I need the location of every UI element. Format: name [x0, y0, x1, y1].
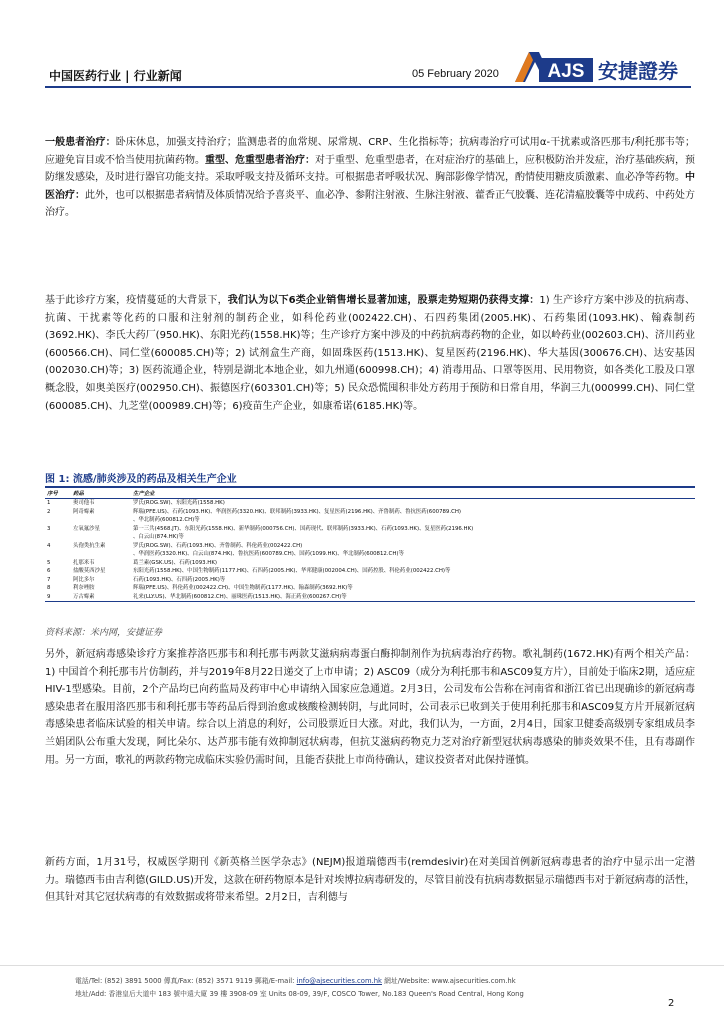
logo-mark-text: AJS — [547, 61, 585, 82]
table-row — [45, 516, 695, 525]
severe-patient-text: 对于重型、危重型患者，在对症治疗的基础上，应积极防治并发症，治疗基础疾病，预防继发感染，及时进行器官功能支持。采取呼吸支持及循环支持。可根据患者呼吸状况、胸部影像学情况，酌情使用糖皮质激素、血必净等药物。 — [45, 154, 695, 184]
cell-no: 5 — [47, 559, 51, 566]
cell-companies: 罗氏(ROG.SW)、东阳光药(1558.HK) — [133, 500, 225, 506]
table-row — [45, 550, 695, 559]
table-row — [45, 508, 695, 517]
cell-companies: 、白云山(874.HK)等 — [133, 534, 184, 540]
footer-phone-fax: 電話/Tel: (852) 3891 5000 傳真/Fax: (852) 3571 9119 郵箱/E-mail: — [75, 977, 297, 985]
col-header-no: 序号 — [45, 487, 71, 499]
ajs-logo-icon — [515, 52, 593, 82]
cell-no: 8 — [47, 585, 51, 591]
investment-highlight: 我们认为以下6类企业销售增长显著加速，股票走势短期仍获得支撑： — [227, 295, 540, 306]
table-row — [45, 533, 695, 542]
logo-chinese-name: 安捷證券 — [598, 59, 678, 83]
cell-no: 7 — [47, 576, 51, 583]
drug-company-table — [45, 486, 695, 602]
investment-details: 1) 生产诊疗方案中涉及的抗病毒、抗菌、干扰素等化药的口服和注射剂的制药企业，如科伦药业(002422.CH)、石四药集团(2005.HK)、石药集团(1093.HK)、翰森制药(3692.HK)、李氏大药厂(950.HK)、东阳光药(1558.HK)等；生产诊疗方案中涉及的中药抗病毒药物的企业，如以岭药业(002603.CH)、济川药业(600566.CH)、同仁堂(600085.CH)等；2) 试剂盒生产商，如固珠医药(1513.HK)、复星医药(2196.HK)、华大基因(300676.CH)、达安基因(002030.CH)等；3) 医药流通企业，特别是湖北本地企业，如九州通(600998.CH)；4) 消毒用品、口罩等医用、民用物资，如各类化工股及口罩概念股，如奥美医疗(002950.CH)、振德医疗(603301.CH)等；5) 民众恐慌囤积非处方药用于预防和日常自用，华润三九(000999.CH)、同仁堂(600085.CH)、九芝堂(000989.CH)等；6)疫苗生产企业，如康希诺(6185.HK)等。 — [45, 295, 695, 412]
treatment-paragraph — [45, 134, 695, 222]
cell-drug: 扎那米韦 — [73, 559, 95, 566]
cell-companies: 葛兰素(GSK.US)、石药(1093.HK) — [133, 559, 217, 566]
footer-email-link[interactable]: info@ajsecurities.com.hk — [296, 977, 382, 985]
tcm-text: 此外，也可以根据患者病情及体质情况给予喜炎平、血必净、参附注射液、生脉注射液、藿香正气胶囊、连花清瘟胶囊等中成药、中药处方治疗。 — [45, 189, 695, 219]
table-header-row — [45, 487, 695, 499]
tcm-heading: 中医治疗： — [45, 172, 695, 201]
cell-drug — [71, 533, 131, 542]
cell-drug: 阿比多尔 — [73, 576, 95, 583]
table-row — [45, 576, 695, 585]
severe-patient-heading: 重型、危重型患者治疗： — [205, 154, 315, 166]
table-row — [45, 525, 695, 534]
table-row — [45, 559, 695, 568]
general-patient-text: 卧床休息，加强支持治疗；监测患者的血常规、尿常规、CRP、生化指标等；抗病毒治疗可试用α-干扰素或洛匹那韦/利托那韦等；应避免盲目或不恰当使用抗菌药物。 — [45, 137, 695, 166]
footer-address-line: 地址/Add: 香港皇后大道中 183 號中遠大廈 39 樓 3908-09 室 Units 08-09, 39/F, COSCO Tower, No.183 Queen's Road Central, Hong Kong — [75, 990, 524, 998]
page-footer — [75, 975, 635, 1001]
col-header-drug: 药品 — [71, 487, 131, 499]
table-row — [45, 584, 695, 593]
cell-drug: 阿奇霉素 — [73, 508, 95, 515]
cell-drug: 奥司他韦 — [73, 500, 95, 506]
cell-no: 2 — [47, 508, 51, 515]
general-patient-heading: 一般患者治疗： — [45, 137, 116, 148]
cell-companies: 东阳光药(1558.HK)、中国生物制药(1177.HK)、石四药(2005.HK)、华邦健康(002004.CH)、国药控股、科伦药业(002422.CH)等 — [133, 568, 451, 574]
cell-no: 9 — [45, 593, 71, 602]
report-date: 05 February 2020 — [412, 68, 499, 80]
cell-no: 6 — [47, 568, 51, 574]
company-logo — [515, 52, 691, 84]
cell-no — [45, 516, 71, 525]
investment-intro: 基于此诊疗方案，疫情蔓延的大背景下， — [45, 295, 228, 306]
investment-view-paragraph — [45, 292, 695, 415]
table-row — [45, 593, 695, 602]
cell-companies: 辉瑞(PFE.US)、科伦药业(002422.CH)、中国生物制药(1177.HK)、翰森制药(3692.HK)等 — [133, 585, 353, 591]
footer-divider — [0, 965, 724, 966]
remdesivir-paragraph: 新药方面，1月31号，权威医学期刊《新英格兰医学杂志》(NEJM)报道瑞德西韦(remdesivir)在对美国首例新冠病毒患者的治疗中显示出一定潜力。瑞德西韦由吉利德(GILD.US)开发，这款在研药物原本是针对埃博拉病毒研发的，尽管目前没有抗病毒数据显示瑞德西韦对于新冠病毒的活性，但其针对其它冠状病毒的有效数据或将带来希望。2月2日，吉利德与 — [45, 857, 695, 904]
cell-drug: 左氧氟沙星 — [73, 525, 100, 532]
header-divider — [45, 86, 691, 88]
ascletis-paragraph: 另外，新冠病毒感染诊疗方案推荐洛匹那韦和利托那韦两款艾滋病病毒蛋白酶抑制剂作为抗病毒治疗药物。歌礼制药(1672.HK)有两个相关产品：1) 中国首个利托那韦片仿制药，并与2019年8月22日递交了上市申请；2) ASC09（成分为利托那韦和ASC09复方片），目前处于临床2期，适应症HIV-1型感染。目前，2个产品均已向药监局及药审中心申请纳入国家应急通道。2月3日，公司发布公告称在河南省和浙江省已出现确诊的新冠病毒感染患者在服用洛匹那韦和利托那韦等药品后得到治愈或核酸检测转阴，与此同时，公司表示已收到关于使用利托那韦和ASC09复方片开展新冠病毒感染患者临床试验的相关申请。综合以上消息的利好，公司股票近日大涨。对此，我们认为，一方面，2月4日，国家卫健委高级别专家组成员李兰娟团队公布重大发现，阿比朵尔、达芦那韦能有效抑制冠状病毒，但抗艾滋病药物克力芝对治疗新型冠状病毒感染的肺炎效果不佳，且有毒副作用。另一方面，歌礼的两款药物完成临床实验仍需时间，且能否获批上市尚待确认，建议投资者对此保持谨慎。 — [45, 649, 695, 766]
table-row — [45, 567, 695, 576]
figure-source: 资料来源：米内网，安捷证券 — [45, 628, 163, 638]
cell-drug — [71, 516, 131, 525]
cell-companies: 石药(1093.HK)、石四药(2005.HK)等 — [133, 576, 226, 583]
cell-drug: 万古霉素 — [71, 593, 131, 602]
cell-drug: 头孢类抗生素 — [73, 542, 106, 549]
page-header — [45, 59, 691, 92]
cell-companies: 罗氏(ROG.SW)、石药(1093.HK)、齐鲁制药、科伦药业(002422.CH) — [133, 542, 303, 549]
table-row — [45, 499, 695, 508]
footer-website: 網址/Website: www.ajsecurities.com.hk — [381, 977, 516, 985]
cell-drug: 盐酸莫西沙星 — [73, 568, 106, 574]
cell-no: 1 — [47, 500, 51, 506]
footer-contact-line — [75, 975, 635, 988]
table-row — [45, 542, 695, 551]
figure-title: 图 1: 流感/肺炎涉及的药品及相关生产企业 — [45, 474, 237, 485]
col-header-companies: 生产企业 — [131, 487, 695, 499]
cell-drug — [71, 550, 131, 559]
cell-drug: 利奈唑胺 — [73, 585, 95, 591]
cell-companies: 、华北制药(600812.CH)等 — [133, 517, 200, 523]
cell-companies: 、华润医药(3320.HK)、白云山(874.HK)、鲁抗医药(600789.CH)、国药(1099.HK)、华北制药(600812.CH)等 — [133, 551, 404, 557]
cell-no: 3 — [47, 525, 51, 532]
report-section-title: 中国医药行业 | 行业新闻 — [49, 69, 182, 83]
cell-no — [45, 550, 71, 559]
page-number: 2 — [668, 998, 675, 1009]
cell-no — [45, 533, 71, 542]
cell-companies: 辉瑞(PFE.US)、石药(1093.HK)、华润医药(3320.HK)、联邦制药(3933.HK)、复星医药(2196.HK)、齐鲁制药、鲁抗医药(600789.CH) — [133, 508, 461, 515]
cell-companies: 第一三共(4568.JT)、东阳光药(1558.HK)、新华制药(000756.CH)、国药现代、联邦制药(3933.HK)、石药(1093.HK)、复星医药(2196.HK) — [133, 525, 474, 532]
cell-companies: 礼来(LLY.US)、华北制药(600812.CH)、丽珠医药(1513.HK)、海正药业(600267.CH)等 — [131, 593, 695, 602]
cell-no: 4 — [47, 542, 51, 549]
